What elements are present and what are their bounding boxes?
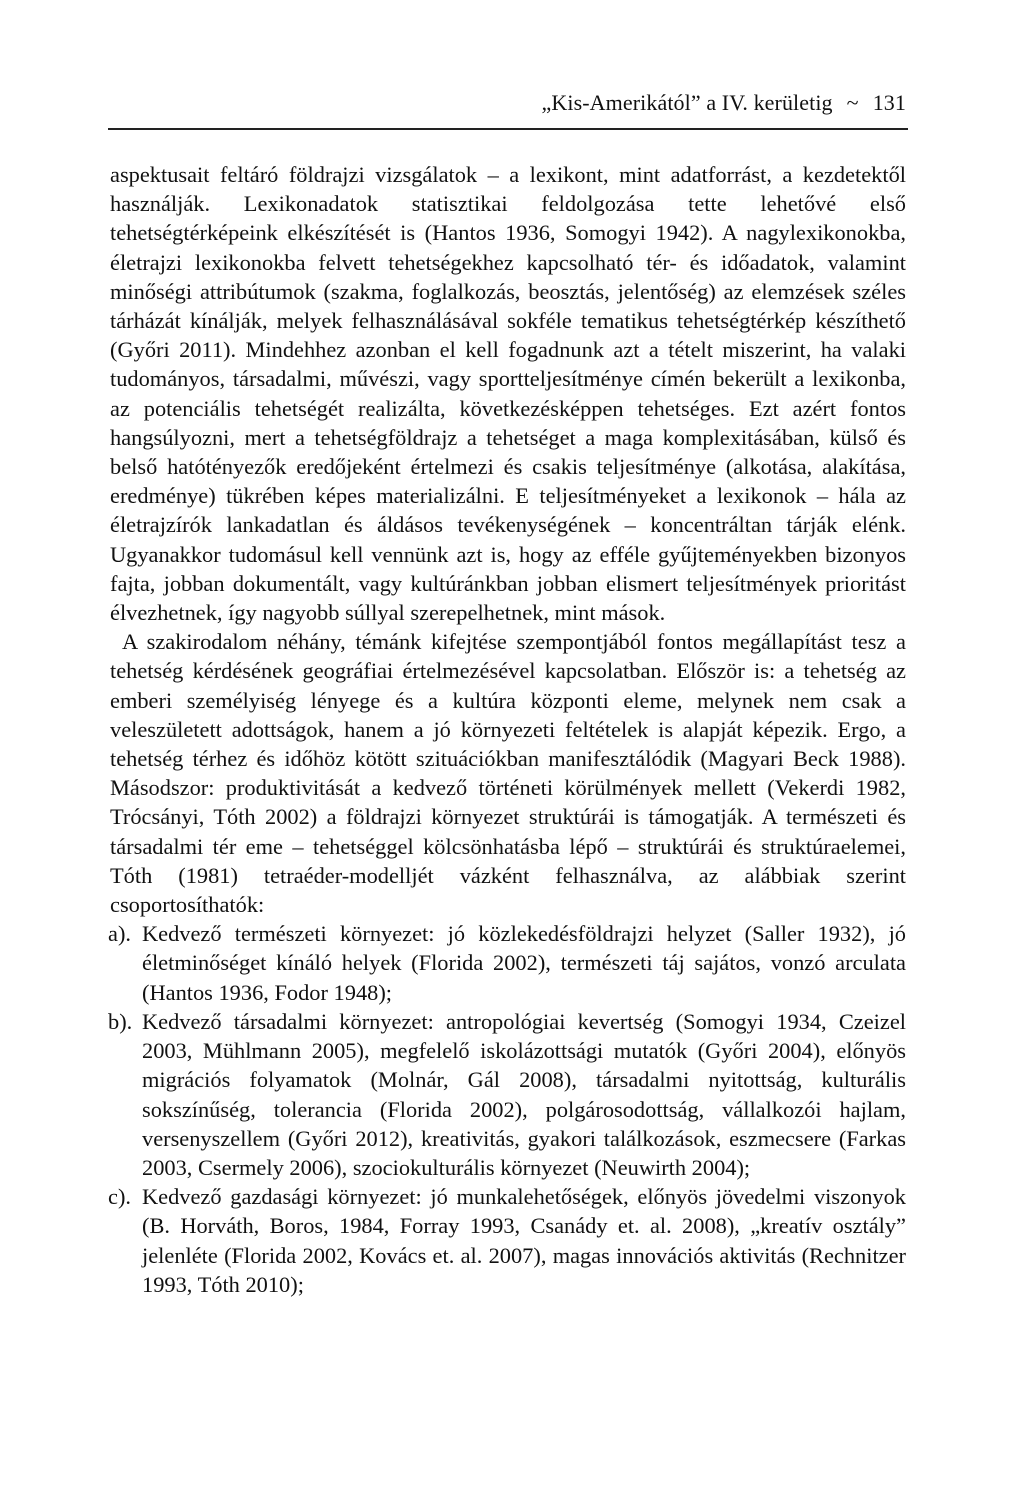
body-text — [110, 160, 906, 1299]
running-header-text — [542, 90, 906, 116]
page-number: 131 — [872, 90, 906, 115]
environment-list — [110, 919, 906, 1299]
list-item-text: Kedvező társadalmi környezet: antropológiai kevertség (Somogyi 1934, Czeizel 2003, Mühlmann 2005), megfelelő iskolázottsági mutatók (Győri 2004), előnyös migrációs folyamatok (Molnár, Gál 2008), társadalmi nyitottság, kulturális sokszínűség, tolerancia (Florida 2002), polgárosodottság, vállalkozói hajlam, versenyszellem (Győri 2012), kreativitás, gyakori találkozások, eszmecsere (Farkas 2003, Csermely 2006), szociokulturális környezet (Neuwirth 2004); — [142, 1008, 906, 1180]
list-item-text: Kedvező gazdasági környezet: jó munkalehetőségek, előnyös jövedelmi viszonyok (B. Horváth, Boros, 1984, Forray 1993, Csanády et. al. 2008), „kreatív osztály” jelenléte (Florida 2002, Kovács et. al. 2007), magas innovációs aktivitás (Rechnitzer 1993, Tóth 2010); — [142, 1184, 906, 1297]
list-item-c — [110, 1182, 906, 1299]
list-item-b — [110, 1007, 906, 1182]
header-separator: ~ — [846, 90, 859, 115]
list-item-text: Kedvező természeti környezet: jó közlekedésföldrajzi helyzet (Saller 1932), jó életminőséget kínáló helyek (Florida 2002), természeti táj sajátos, vonzó arculata (Hantos 1936, Fodor 1948); — [142, 921, 906, 1005]
paragraph: A szakirodalom néhány, témánk kifejtése szempontjából fontos megállapítást tesz a tehetség kérdésének geográfiai értelmezésével kapcsolatban. Először is: a tehetség az emberi személyiség lényege és a kultúra központi eleme, melynek nem csak a veleszületett adottságok, hanem a jó környezeti feltételek is alapját képezik. Ergo, a tehetség térhez és időhöz kötött szituációkban manifesztálódik (Magyari Beck 1988). Másodszor: produktivitását a kedvező történeti körülmények mellett (Vekerdi 1982, Trócsányi, Tóth 2002) a földrajzi környezet struktúrái is támogatják. A természeti és társadalmi tér eme – tehetséggel kölcsönhatásba lépő – struktúrái és struktúraelemei, Tóth (1981) tetraéder-modelljét vázként felhasználva, az alábbiak szerint csoportosíthatók: — [110, 629, 906, 918]
paragraph-continued: aspektusait feltáró földrajzi vizsgálatok – a lexikont, mint adatforrást, a kezdetektől használják. Lexikonadatok statisztikai feldolgozása tette lehetővé első tehetségtérképeink elkészítését is (Hantos 1936, Somogyi 1942). A nagylexikonokba, életrajzi lexikonokba felvett tehetségekhez kapcsolható tér- és időadatok, valamint minőségi attribútumok (szakma, foglalkozás, beosztás, jelentőség) az elemzések széles tárházát kínálják, melyek felhasználásával sokféle tematikus tehetségtérkép készíthető (Győri 2011). Mindehhez azonban el kell fogadnunk azt a tételt miszerint, ha valaki tudományos, társadalmi, művészi, vagy sportteljesítménye címén bekerült a lexikonba, az potenciális tehetségét realizálta, következésképpen tehetséges. Ezt azért fontos hangsúlyozni, mert a tehetségföldrajz a tehetséget a maga komplexitásában, külső és belső hatótényezők eredőjeként értelmezi és csakis teljesítménye (alkotása, alakítása, eredménye) tükrében képes materializálni. E teljesítményeket a lexikonok – hála az életrajzírók lankadatlan és áldásos tevékenységének – koncentráltan tárják elénk. Ugyanakkor tudomásul kell vennünk azt is, hogy az efféle gyűjteményekben bizonyos fajta, jobban dokumentált, vagy kultúránkban jobban elismert teljesítmények prioritást élvezhetnek, így nagyobb súllyal szerepelhetnek, mint mások. — [110, 162, 906, 626]
list-marker: c). — [108, 1184, 131, 1210]
list-marker: b). — [108, 1008, 133, 1034]
running-header — [108, 88, 908, 130]
running-title: „Kis-Amerikától” a IV. kerületig — [541, 90, 833, 115]
list-marker: a). — [108, 921, 131, 947]
list-item-a — [110, 919, 906, 1007]
